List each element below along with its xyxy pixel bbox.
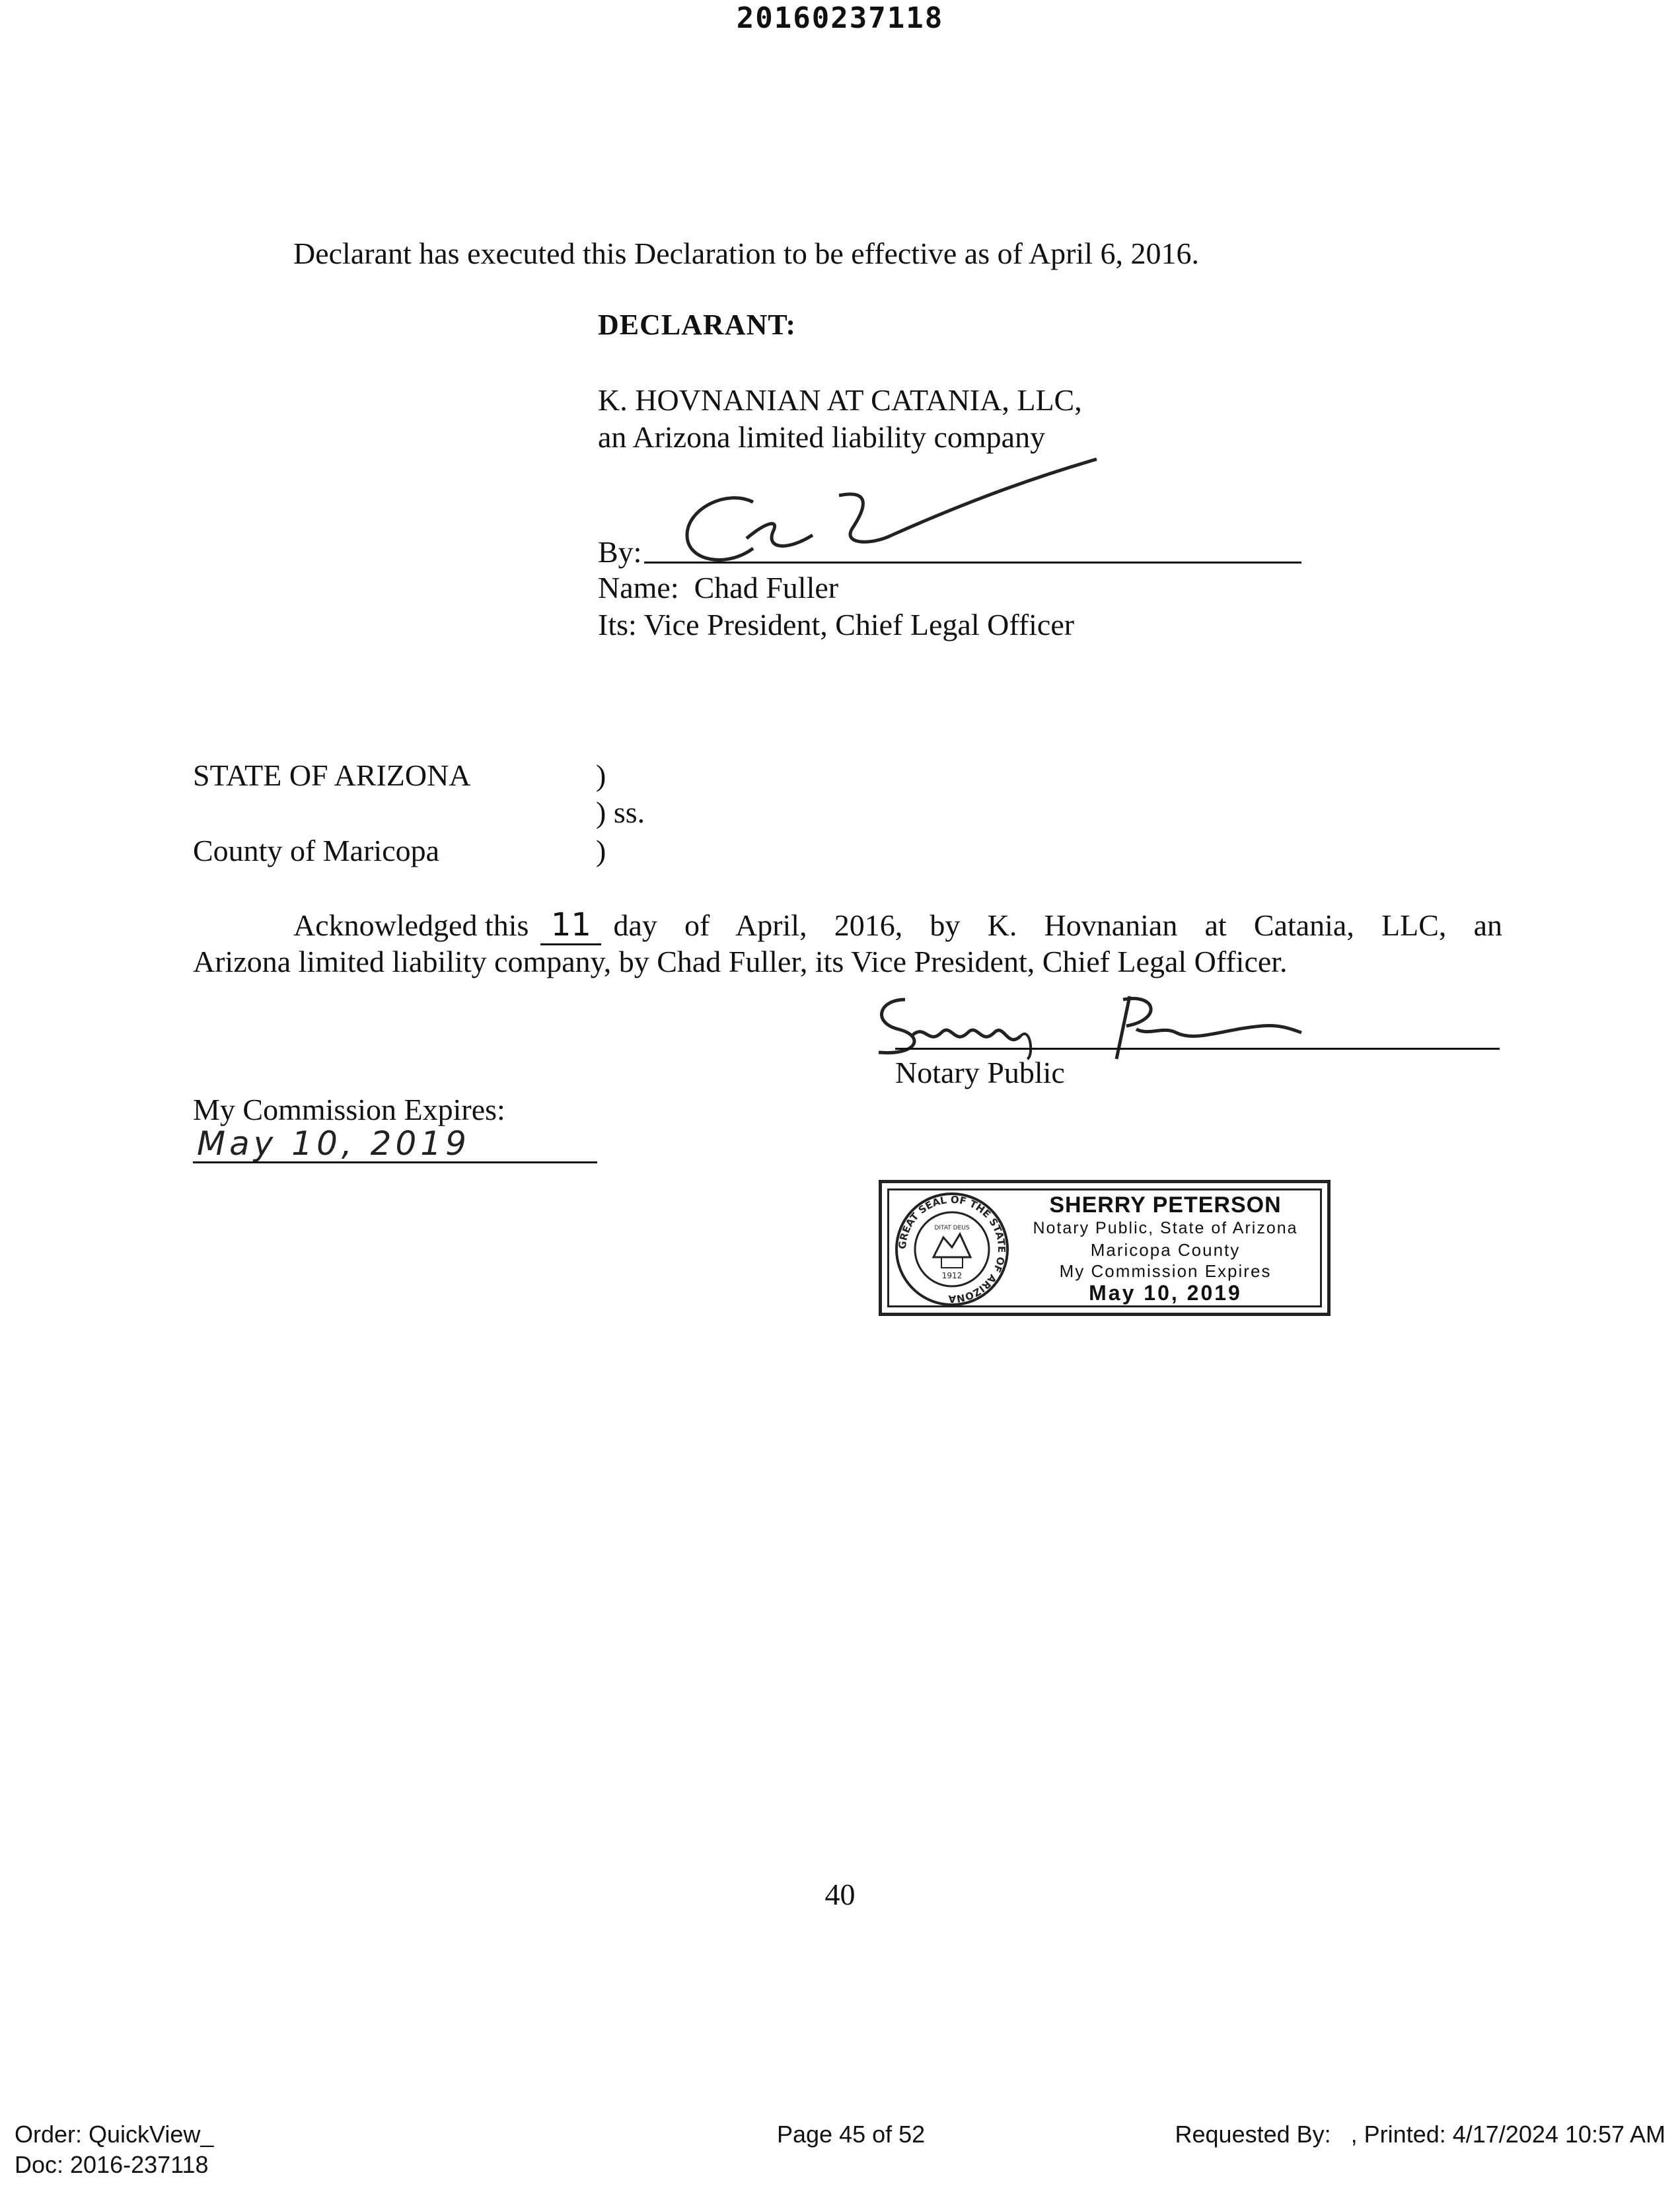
commission-line — [193, 1161, 597, 1163]
acknowledgment-line-1 — [293, 906, 1502, 945]
venue-state: STATE OF ARIZONA — [193, 758, 471, 792]
declarant-signature — [674, 456, 1103, 575]
notary-stamp — [879, 1180, 1331, 1316]
arizona-seal-icon — [894, 1191, 1010, 1307]
notary-signature — [865, 990, 1315, 1062]
commission-date-handwritten: May 10, 2019 — [197, 1124, 470, 1163]
company-type: an Arizona limited liability company — [598, 420, 1046, 454]
page-number: 40 — [824, 1878, 856, 1911]
signer-name: Name: Chad Fuller — [598, 571, 839, 604]
stamp-commission-date: May 10, 2019 — [1089, 1281, 1242, 1305]
notary-public-label: Notary Public — [895, 1056, 1065, 1089]
footer-page: Page 45 of 52 — [777, 2121, 926, 2148]
signer-title: Its: Vice President, Chief Legal Officer — [598, 608, 1075, 641]
ack-day-handwritten: 11 — [540, 906, 601, 945]
seal-ring-text: GREAT SEAL OF THE STATE OF ARIZONA — [896, 1193, 1008, 1305]
footer-doc: Doc: 2016-237118 — [15, 2151, 209, 2178]
stamp-commission-label: My Commission Expires — [1059, 1261, 1272, 1281]
declaration-intro: Declarant has executed this Declaration to be effective as of April 6, 2016. — [293, 237, 1199, 270]
stamp-notary-state: Notary Public, State of Arizona — [1033, 1219, 1298, 1237]
ack-text-end: day of April, 2016, by K. Hovnanian at Catania, LLC, an — [613, 908, 1502, 942]
acknowledgment-line-2: Arizona limited liability company, by Chad Fuller, its Vice President, Chief Legal Officer. — [193, 945, 1288, 978]
stamp-text-block — [1011, 1192, 1319, 1305]
venue-ss: ) ss. — [596, 795, 645, 829]
ack-text-start: Acknowledged this — [293, 908, 529, 942]
footer-requested: Requested By: , Printed: 4/17/2024 10:57 AM — [1175, 2121, 1665, 2148]
seal-motto: DITAT DEUS — [934, 1225, 970, 1231]
venue-paren-3: ) — [596, 834, 606, 867]
footer-order: Order: QuickView_ — [15, 2121, 214, 2148]
by-label: By: — [598, 535, 642, 569]
venue-county: County of Maricopa — [193, 834, 440, 867]
recording-number: 20160237118 — [736, 1, 944, 35]
seal-year: 1912 — [941, 1271, 963, 1280]
declarant-heading: DECLARANT: — [598, 309, 797, 341]
stamp-notary-name: SHERRY PETERSON — [1049, 1192, 1282, 1218]
venue-paren-1: ) — [596, 758, 606, 792]
commission-label: My Commission Expires: — [193, 1093, 505, 1126]
stamp-county: Maricopa County — [1090, 1240, 1241, 1260]
company-name: K. HOVNANIAN AT CATANIA, LLC, — [598, 383, 1082, 417]
notary-signature-line — [895, 1048, 1500, 1050]
